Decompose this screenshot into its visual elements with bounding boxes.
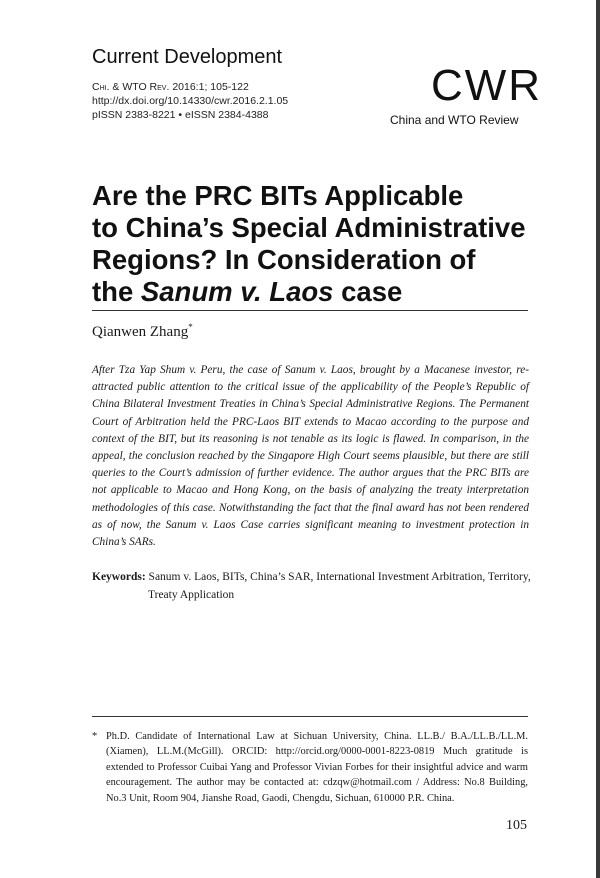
page-edge [596, 0, 600, 878]
journal-name: China and WTO Review [390, 113, 519, 127]
keywords-list-continued: Treaty Application [148, 588, 235, 601]
abstract: After Tza Yap Shum v. Peru, the case of Sanum v. Laos, brought by a Macanese investor, re-attracted public attention to the critical issue of the applicability of the People’s Republic of China Bilateral Investment Treaties in China’s Special Administrative Regions. The Permanent Court of Arbitration held the PRC-Laos BIT extends to Macao according to the purpose and context of the BIT, but its reasoning is not tenable as its logic is flawed. In comparison, in the appeal, the conclusion reached by the Singapore High Court seems plausible, but there are still queries to the Court’s admission of further evidence. The author argues that the PRC BITs are not applicable to Macao and Hong Kong, on the basis of analyzing the treaty interpretation methodologies of this case. Notwithstanding the fact that the final award has not been rendered as of now, the Sanum v. Laos Case carries significant meaning to investment protection in China’s SARs. [92, 364, 529, 549]
author-footnote-mark[interactable]: * [188, 322, 193, 332]
title-line: Are the PRC BITs Applicable [92, 180, 464, 211]
doi-link[interactable]: http://dx.doi.org/10.14330/cwr.2016.2.1.05 [92, 95, 289, 107]
citation-line [92, 81, 249, 93]
citation-journal: Chi. & WTO Rev. [92, 81, 170, 93]
keywords [92, 569, 532, 604]
keywords-label: Keywords: [92, 571, 146, 583]
title-line: Regions? In Consideration of [92, 244, 476, 275]
issn-line: pISSN 2383-8221 • eISSN 2384-4388 [92, 109, 269, 121]
title-line [92, 276, 532, 308]
section-heading: Current Development [92, 46, 283, 68]
page-number: 105 [506, 818, 527, 833]
article-title [92, 180, 532, 308]
footnote-text: Ph.D. Candidate of International Law at Sichuan University, China. LL.B./ B.A./LL.B./LL.M. (Xiamen), LL.M.(McGill). ORCID: http://orcid.org/0000-0001-8223-0819 Much gratitude is extended to Professor Cuibai Yang and Professor Vivian Forbes for their insightful advice and warm encouragement. The author may be contacted at: cdzqw@hotmail.com / Address: No.8 Building, No.3 Unit, Room 904, Jianshe Road, Gaodi, Chengdu, Sichuan, 610000 P.R. China. [106, 731, 528, 804]
title-text: the [92, 276, 141, 307]
footnote [92, 729, 528, 806]
footnote-mark: * [92, 731, 98, 742]
title-line: to China’s Special Administrative [92, 212, 526, 243]
author-text: Qianwen Zhang [92, 324, 189, 340]
author-name [92, 322, 193, 341]
keywords-list: Sanum v. Laos, BITs, China’s SAR, International Investment Arbitration, Territory, [148, 571, 531, 583]
title-divider [92, 310, 528, 311]
title-text: case [333, 276, 403, 307]
journal-logo: CWR [431, 61, 543, 110]
citation-volume: 2016:1; 105-122 [172, 81, 249, 93]
title-case-name: Sanum v. Laos [140, 276, 334, 307]
footnote-divider [92, 716, 528, 717]
